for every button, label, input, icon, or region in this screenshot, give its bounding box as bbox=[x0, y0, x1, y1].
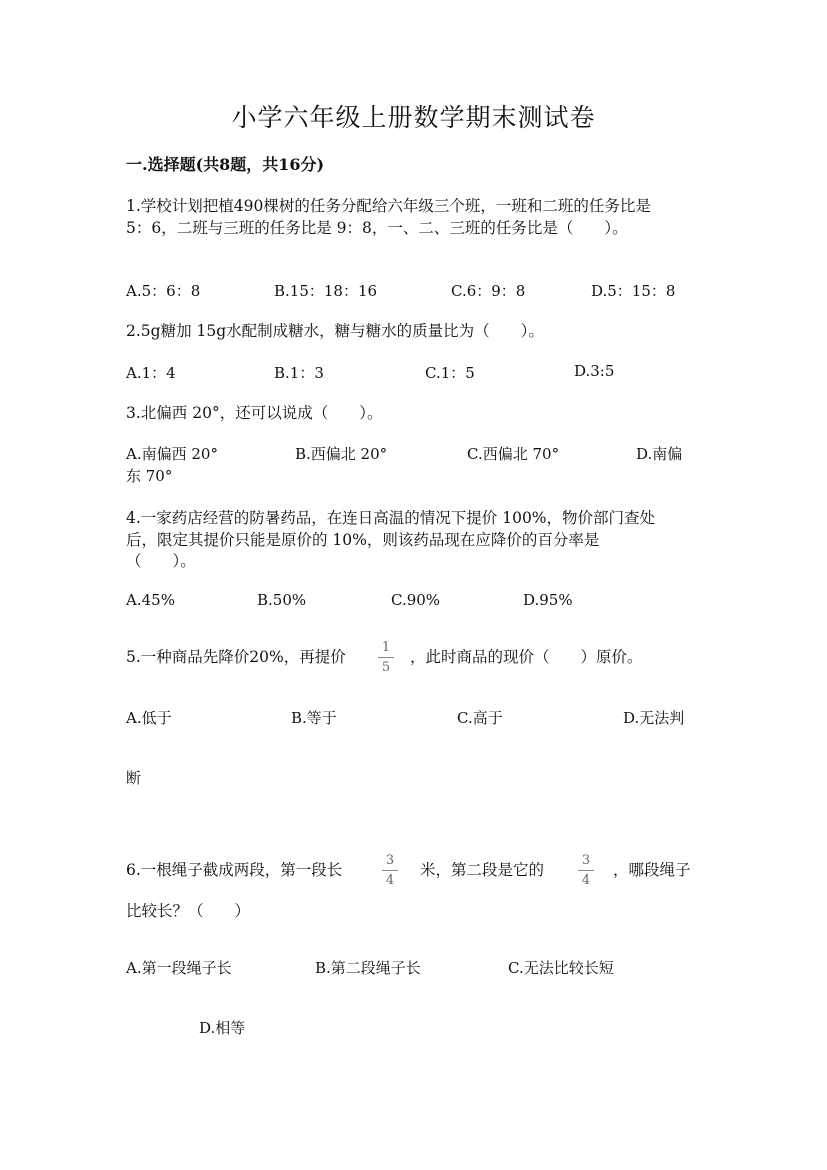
question-4-option-b: B.50% bbox=[257, 591, 307, 609]
fraction-denominator: 4 bbox=[581, 873, 591, 888]
question-2-option-b: B.1：3 bbox=[274, 364, 324, 382]
question-6-option-b: B.第二段绳子长 bbox=[315, 959, 421, 977]
fraction-numerator: 1 bbox=[381, 640, 391, 655]
fraction-numerator: 3 bbox=[385, 853, 395, 868]
question-4-option-d: D.95% bbox=[523, 591, 573, 609]
question-6-option-c: C.无法比较长短 bbox=[508, 959, 614, 977]
question-6-option-a: A.第一段绳子长 bbox=[126, 959, 232, 977]
fraction-bar bbox=[378, 657, 394, 658]
question-3-option-b: B.西偏北 20° bbox=[295, 445, 388, 463]
question-1-option-d: D.5：15：8 bbox=[591, 282, 676, 300]
question-6-fraction-2 bbox=[578, 854, 594, 888]
question-1-option-c: C.6：9：8 bbox=[451, 282, 526, 300]
question-6-text-part-1: 6.一根绳子截成两段，第一段长 bbox=[126, 861, 343, 879]
question-2-option-d: D.3:5 bbox=[574, 362, 615, 380]
question-5-text-part-2: ，此时商品的现价（ ）原价。 bbox=[410, 648, 643, 666]
question-5-option-d: D.无法判 bbox=[623, 709, 685, 727]
page-title: 小学六年级上册数学期末测试卷 bbox=[231, 103, 596, 132]
question-5-option-a: A.低于 bbox=[126, 709, 172, 727]
question-6-line-2: 比较长？（ ） bbox=[126, 902, 251, 920]
question-5-option-b: B.等于 bbox=[291, 709, 337, 727]
question-1-line-1: 1.学校计划把植490棵树的任务分配给六年级三个班，一班和二班的任务比是 bbox=[126, 197, 651, 215]
question-5-fraction bbox=[378, 641, 394, 675]
question-5-text-part-1: 5.一种商品先降价20%，再提价 bbox=[126, 648, 346, 666]
question-5-option-d-continued: 断 bbox=[126, 769, 142, 787]
fraction-bar bbox=[382, 870, 398, 871]
question-1-option-a: A.5：6：8 bbox=[126, 282, 201, 300]
question-1-line-2: 5：6，二班与三班的任务比是 9：8，一、二、三班的任务比是（ ）。 bbox=[126, 219, 628, 237]
question-2-line-1: 2.5g糖加 15g水配制成糖水，糖与糖水的质量比为（ ）。 bbox=[126, 322, 544, 340]
question-5-option-c: C.高于 bbox=[457, 709, 503, 727]
fraction-bar bbox=[578, 870, 594, 871]
question-3-option-d: D.南偏 bbox=[636, 445, 683, 463]
question-4-line-1: 4.一家药店经营的防暑药品，在连日高温的情况下提价 100%，物价部门查处 bbox=[126, 509, 656, 527]
fraction-denominator: 4 bbox=[385, 873, 395, 888]
question-3-option-d-continued: 东 70° bbox=[126, 467, 173, 485]
question-4-line-3: （ ）。 bbox=[126, 552, 196, 570]
question-3-option-a: A.南偏西 20° bbox=[126, 445, 218, 463]
fraction-denominator: 5 bbox=[381, 660, 391, 675]
question-4-line-2: 后，限定其提价只能是原价的 10%，则该药品现在应降价的百分率是 bbox=[126, 531, 600, 549]
question-6-text-part-2: 米，第二段是它的 bbox=[420, 861, 545, 879]
question-3-line-1: 3.北偏西 20°，还可以说成（ ）。 bbox=[126, 404, 383, 422]
fraction-numerator: 3 bbox=[581, 853, 591, 868]
question-6-option-d: D.相等 bbox=[199, 1019, 246, 1037]
question-6-text-part-3: ，哪段绳子 bbox=[613, 861, 691, 879]
question-1-option-b: B.15：18：16 bbox=[274, 282, 378, 300]
question-4-option-a: A.45% bbox=[126, 591, 175, 609]
question-2-option-a: A.1：4 bbox=[126, 364, 176, 382]
question-4-option-c: C.90% bbox=[391, 591, 441, 609]
question-2-option-c: C.1：5 bbox=[425, 364, 475, 382]
section-heading: 一.选择题(共8题，共16分) bbox=[126, 155, 325, 174]
question-3-option-c: C.西偏北 70° bbox=[467, 445, 560, 463]
question-6-fraction-1 bbox=[382, 854, 398, 888]
